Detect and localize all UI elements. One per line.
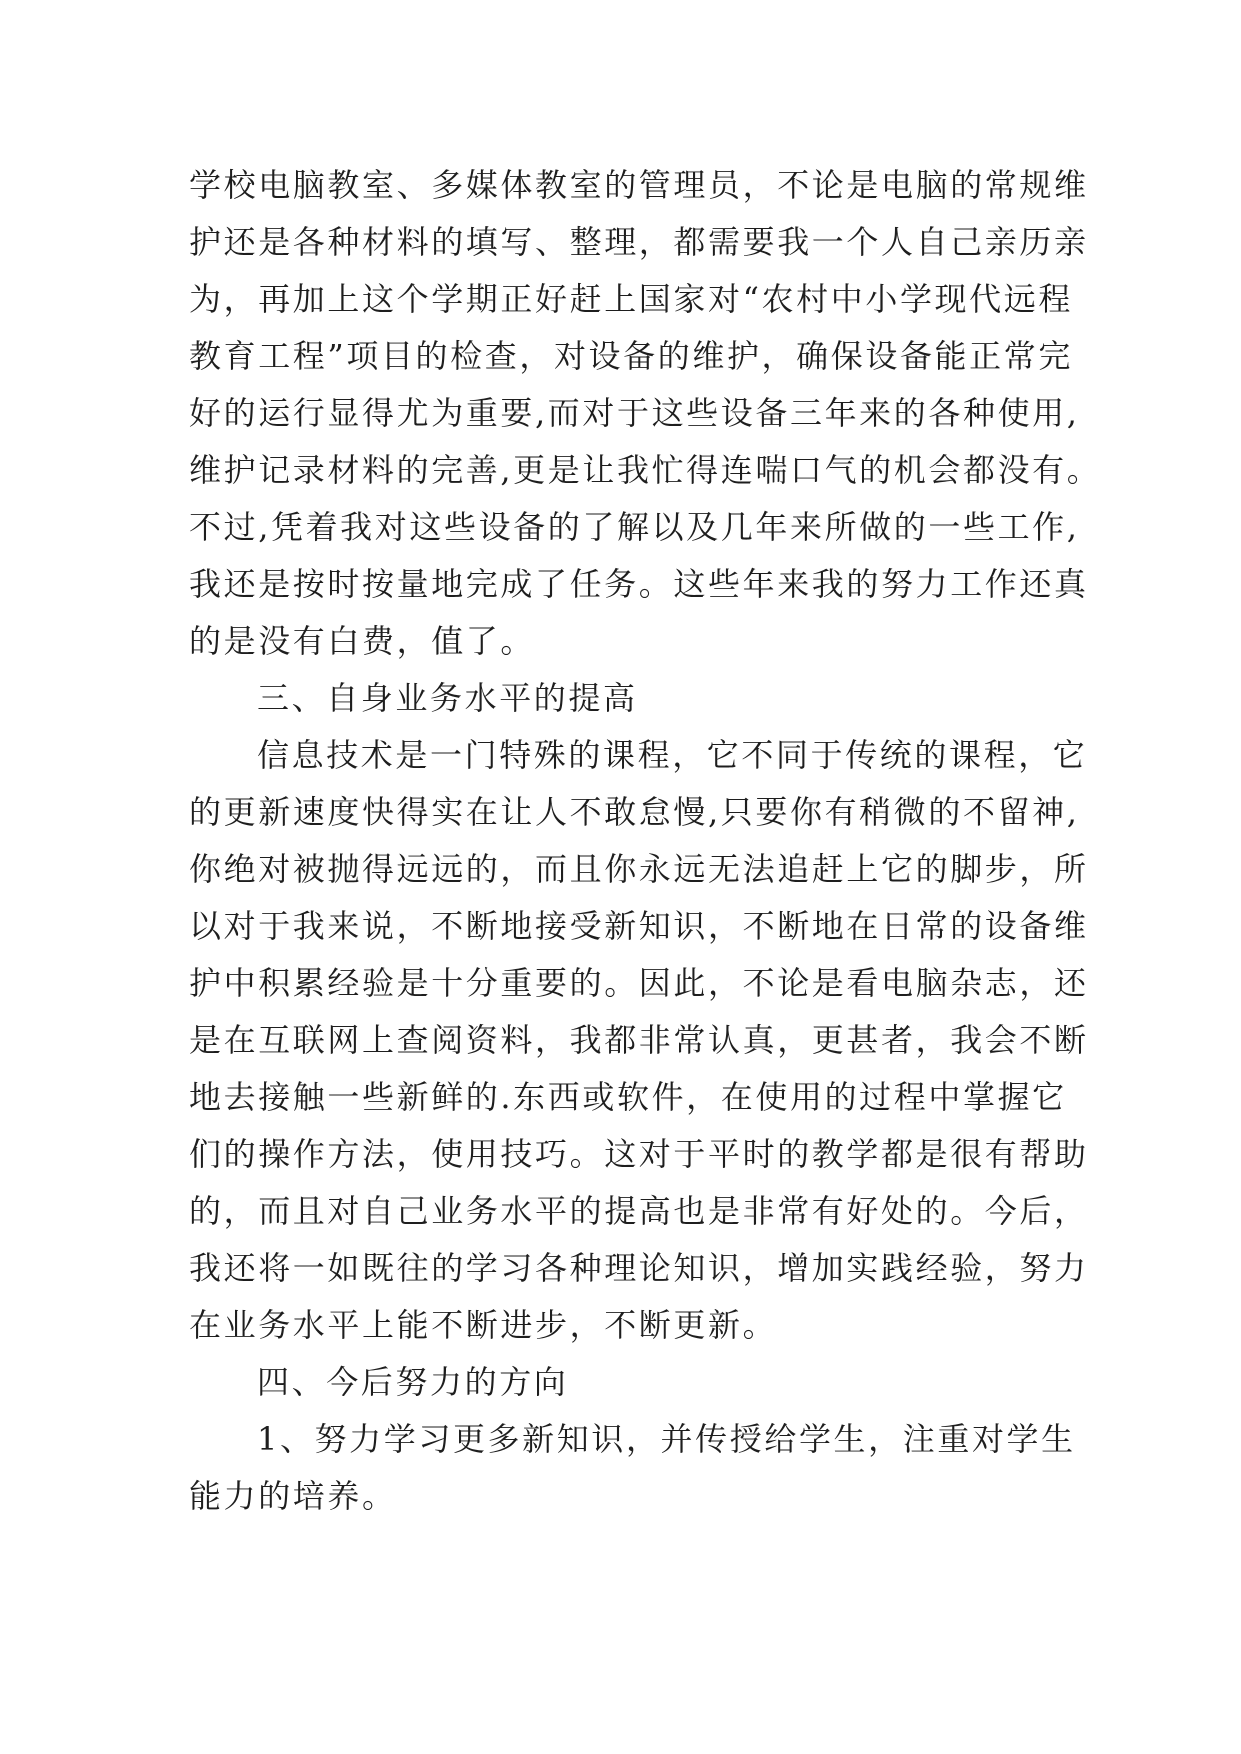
body-text-line: 的，而且对自己业务水平的提高也是非常有好处的。今后，	[189, 1192, 1089, 1230]
body-text-line: 能力的培养。	[189, 1477, 397, 1515]
body-text-line: 教育工程”项目的检查，对设备的维护，确保设备能正常完	[189, 337, 1073, 375]
paragraph-first-line: 信息技术是一门特殊的课程，它不同于传统的课程，它	[257, 736, 1088, 774]
body-text-line: 我还是按时按量地完成了任务。这些年来我的努力工作还真	[189, 565, 1089, 603]
body-text-line: 好的运行显得尤为重要,而对于这些设备三年来的各种使用,	[189, 394, 1080, 432]
body-text-line: 护还是各种材料的填写、整理，都需要我一个人自己亲历亲	[189, 223, 1089, 261]
body-text-line: 们的操作方法，使用技巧。这对于平时的教学都是很有帮助	[189, 1135, 1089, 1173]
body-text-line: 的是没有白费，值了。	[189, 622, 536, 660]
body-text-line: 地去接触一些新鲜的.东西或软件，在使用的过程中掌握它	[189, 1078, 1067, 1116]
body-text-line: 我还将一如既往的学习各种理论知识，增加实践经验，努力	[189, 1249, 1089, 1287]
section-heading: 四、今后努力的方向	[257, 1363, 569, 1401]
body-text-line: 在业务水平上能不断进步，不断更新。	[189, 1306, 778, 1344]
body-text-line: 维护记录材料的完善,更是让我忙得连喘口气的机会都没有。	[189, 451, 1102, 489]
body-text-line: 学校电脑教室、多媒体教室的管理员，不论是电脑的常规维	[189, 166, 1089, 204]
section-heading: 三、自身业务水平的提高	[257, 679, 638, 717]
body-text-line: 你绝对被抛得远远的，而且你永远无法追赶上它的脚步，所	[189, 850, 1089, 888]
document-body	[189, 157, 1102, 1525]
body-text-line: 为，再加上这个学期正好赶上国家对“农村中小学现代远程	[189, 280, 1073, 318]
body-text-line: 的更新速度快得实在让人不敢怠慢,只要你有稍微的不留神,	[189, 793, 1080, 831]
body-text-line: 以对于我来说，不断地接受新知识，不断地在日常的设备维	[189, 907, 1089, 945]
body-text-line: 不过,凭着我对这些设备的了解以及几年来所做的一些工作,	[189, 508, 1080, 546]
body-text-line: 护中积累经验是十分重要的。因此，不论是看电脑杂志，还	[189, 964, 1089, 1002]
list-item-first-line: 1、努力学习更多新知识，并传授给学生，注重对学生	[257, 1420, 1076, 1458]
body-text-line: 是在互联网上查阅资料，我都非常认真，更甚者，我会不断	[189, 1021, 1089, 1059]
